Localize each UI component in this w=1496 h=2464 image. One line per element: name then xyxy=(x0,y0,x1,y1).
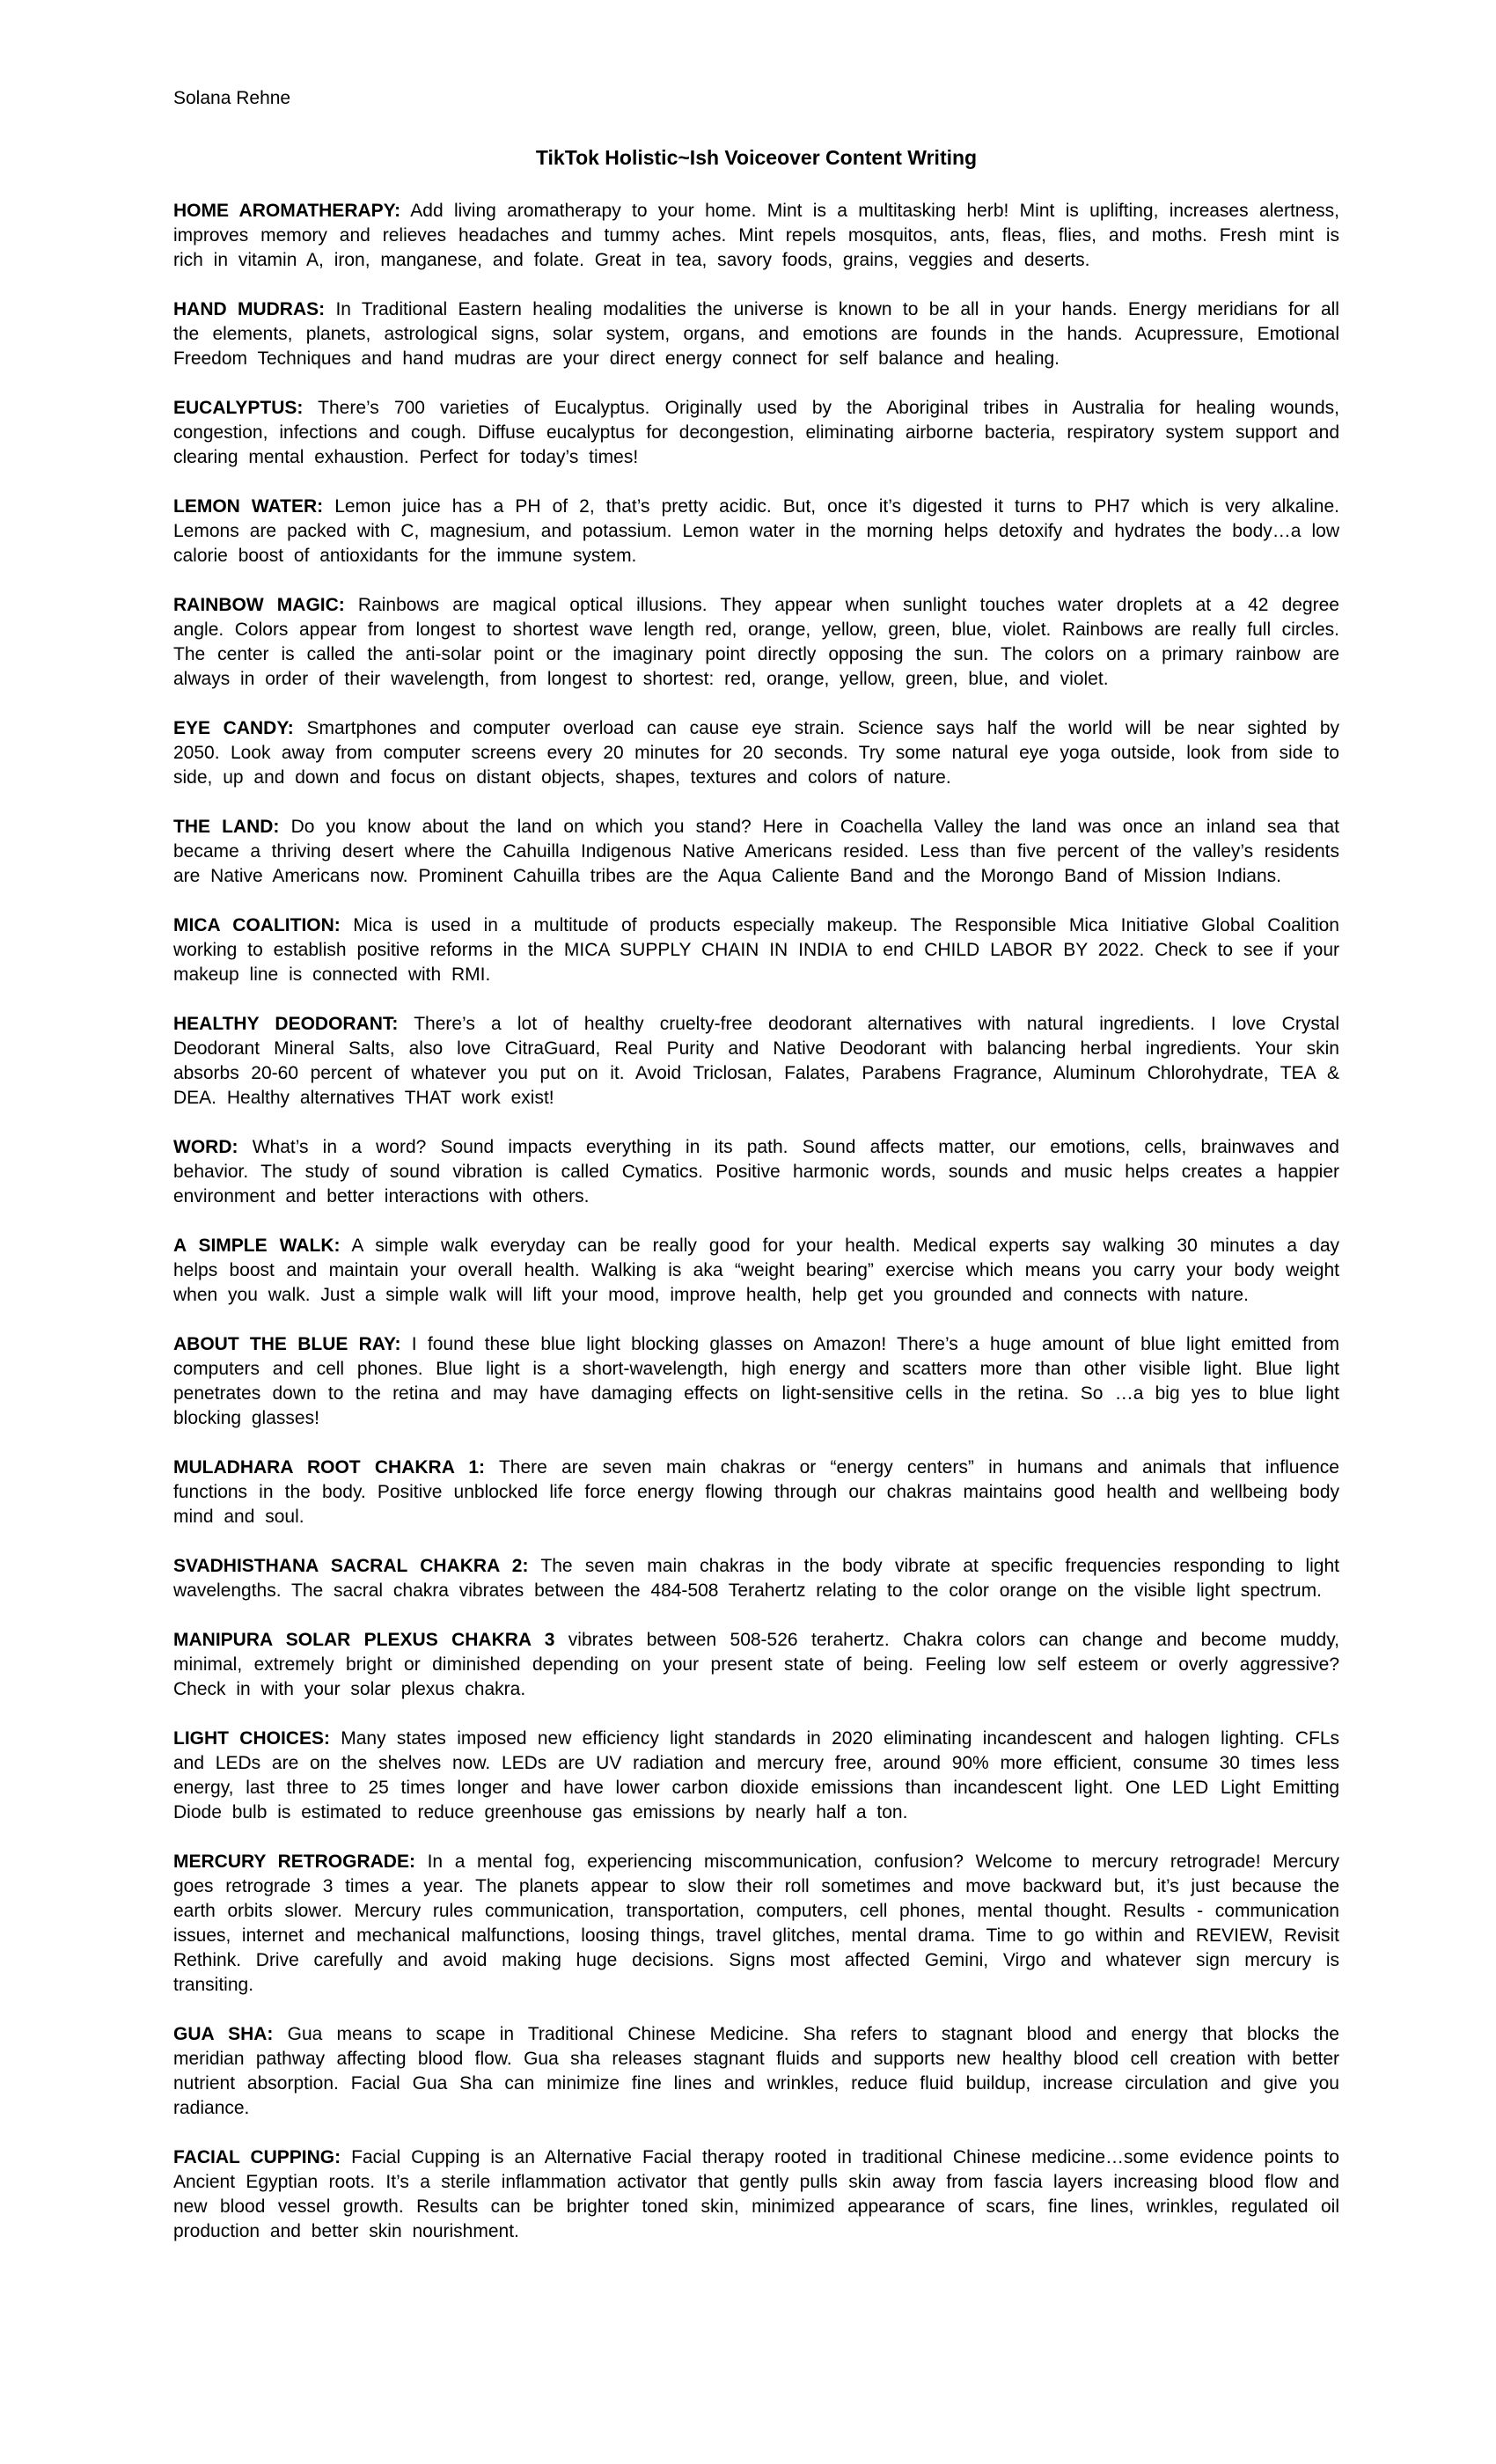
paragraph-body: The seven main chakras in the body vibrate at specific frequencies responding to light wavelengths. The sacral chakra vibrates between the 484-508 Terahertz relating to the color orange on the visible light spectrum. xyxy=(173,1556,1339,1601)
paragraph xyxy=(173,297,1339,371)
paragraph-heading: WORD: xyxy=(173,1137,238,1157)
paragraph xyxy=(173,2145,1339,2244)
paragraph xyxy=(173,815,1339,889)
paragraph xyxy=(173,396,1339,470)
paragraph-body: A simple walk everyday can be really good for your health. Medical experts say walking 30 minutes a day helps boost and maintain your overall health. Walking is aka “weight bearing” exercise which means you carry your body weight when you walk. Just a simple walk will lift your mood, improve health, help get you grounded and connects with nature. xyxy=(173,1236,1339,1305)
paragraph-heading: MULADHARA ROOT CHAKRA 1: xyxy=(173,1457,486,1478)
paragraph xyxy=(173,1850,1339,1998)
paragraph-body: vibrates between 508-526 terahertz. Chakra colors can change and become muddy, minimal, extremely bright or diminished depending on your present state of being. Feeling low self esteem or overly aggressive? Check in with your solar plexus chakra. xyxy=(173,1630,1339,1699)
paragraph xyxy=(173,1012,1339,1111)
paragraph-body: Lemon juice has a PH of 2, that’s pretty acidic. But, once it’s digested it turns to PH7 which is very alkaline. Lemons are packed with C, magnesium, and potassium. Lemon water in the morning helps detoxify and hydrates the body…a low calorie boost of antioxidants for the immune system. xyxy=(173,496,1339,566)
paragraph xyxy=(173,913,1339,987)
paragraph-heading: MANIPURA SOLAR PLEXUS CHAKRA 3 xyxy=(173,1630,555,1650)
paragraph-heading: HOME AROMATHERAPY: xyxy=(173,201,401,221)
paragraph-heading: MERCURY RETROGRADE: xyxy=(173,1852,415,1872)
paragraph xyxy=(173,2022,1339,2121)
paragraph xyxy=(173,1456,1339,1529)
paragraph-heading: LEMON WATER: xyxy=(173,496,324,517)
paragraph-heading: EYE CANDY: xyxy=(173,718,294,738)
paragraph-body: Gua means to scape in Traditional Chinese Medicine. Sha refers to stagnant blood and energy that blocks the meridian pathway affecting blood flow. Gua sha releases stagnant fluids and supports new healthy blood cell creation with better nutrient absorption. Facial Gua Sha can minimize fine lines and wrinkles, reduce fluid buildup, increase circulation and give you radiance. xyxy=(173,2024,1339,2118)
paragraph-heading: EUCALYPTUS: xyxy=(173,398,304,418)
paragraph-body: There are seven main chakras or “energy centers” in humans and animals that influence functions in the body. Positive unblocked life force energy flowing through our chakras maintains good health and wellbeing body mind and soul. xyxy=(173,1457,1339,1527)
paragraph xyxy=(173,1234,1339,1308)
paragraph xyxy=(173,1727,1339,1825)
paragraph-heading: RAINBOW MAGIC: xyxy=(173,595,345,615)
paragraph xyxy=(173,1332,1339,1431)
paragraph-body: What’s in a word? Sound impacts everything in its path. Sound affects matter, our emotions, cells, brainwaves and behavior. The study of sound vibration is called Cymatics. Positive harmonic words, sounds and music helps creates a happier environment and better interactions with others. xyxy=(173,1137,1339,1206)
paragraph-body: Rainbows are magical optical illusions. They appear when sunlight touches water droplets at a 42 degree angle. Colors appear from longest to shortest wave length red, orange, yellow, green, blue, violet. Rainbows are really full circles. The center is called the anti-solar point or the imaginary point directly opposing the sun. The colors on a primary rainbow are always in order of their wavelength, from longest to shortest: red, orange, yellow, green, blue, and violet. xyxy=(173,595,1339,689)
paragraph-body: Mica is used in a multitude of products especially makeup. The Responsible Mica Initiative Global Coalition working to establish positive reforms in the MICA SUPPLY CHAIN IN INDIA to end CHILD LABOR BY 2022. Check to see if your makeup line is connected with RMI. xyxy=(173,915,1339,985)
paragraph-heading: FACIAL CUPPING: xyxy=(173,2147,341,2167)
paragraph-body: Facial Cupping is an Alternative Facial therapy rooted in traditional Chinese medicine…some evidence points to Ancient Egyptian roots. It’s a sterile inflammation activator that gently pulls skin away from fascia layers increasing blood flow and new blood vessel growth. Results can be brighter toned skin, minimized appearance of scars, fine lines, wrinkles, regulated oil production and better skin nourishment. xyxy=(173,2147,1339,2241)
paragraph-body: In Traditional Eastern healing modalities the universe is known to be all in your hands. Energy meridians for all the elements, planets, astrological signs, solar system, organs, and emotions are founds in the hands. Acupressure, Emotional Freedom Techniques and hand mudras are your direct energy connect for self balance and healing. xyxy=(173,299,1339,369)
paragraph xyxy=(173,716,1339,790)
paragraph-heading: GUA SHA: xyxy=(173,2024,274,2044)
paragraph-body: Add living aromatherapy to your home. Mint is a multitasking herb! Mint is uplifting, increases alertness, improves memory and relieves headaches and tummy aches. Mint repels mosquitos, ants, fleas, flies, and moths. Fresh mint is rich in vitamin A, iron, manganese, and folate. Great in tea, savory foods, grains, veggies and deserts. xyxy=(173,201,1339,270)
paragraphs xyxy=(173,199,1339,2244)
paragraph-heading: MICA COALITION: xyxy=(173,915,341,935)
paragraph-body: In a mental fog, experiencing miscommunication, confusion? Welcome to mercury retrograde! Mercury goes retrograde 3 times a year. The planets appear to slow their roll sometimes and move backward but, it’s just because the earth orbits slower. Mercury rules communication, transportation, computers, cell phones, mental thought. Results - communication issues, internet and mechanical malfunctions, loosing things, travel glitches, mental drama. Time to go within and REVIEW, Revisit Rethink. Drive carefully and avoid making huge decisions. Signs most affected Gemini, Virgo and whatever sign mercury is transiting. xyxy=(173,1852,1340,1995)
paragraph xyxy=(173,1135,1339,1209)
paragraph xyxy=(173,593,1339,692)
paragraph-heading: HAND MUDRAS: xyxy=(173,299,326,319)
paragraph-body: Smartphones and computer overload can cause eye strain. Science says half the world will be near sighted by 2050. Look away from computer screens every 20 minutes for 20 seconds. Try some natural eye yoga outside, look from side to side, up and down and focus on distant objects, shapes, textures and colors of nature. xyxy=(173,718,1339,788)
paragraph-heading: ABOUT THE BLUE RAY: xyxy=(173,1334,401,1354)
paragraph-body: Many states imposed new efficiency light standards in 2020 eliminating incandescent and halogen lighting. CFLs and LEDs are on the shelves now. LEDs are UV radiation and mercury free, around 90% more efficient, consume 30 times less energy, last three to 25 times longer and have lower carbon dioxide emissions than incandescent light. One LED Light Emitting Diode bulb is estimated to reduce greenhouse gas emissions by nearly half a ton. xyxy=(173,1728,1339,1822)
paragraph xyxy=(173,495,1339,568)
paragraph xyxy=(173,1554,1339,1603)
paragraph-body: There’s a lot of healthy cruelty-free deodorant alternatives with natural ingredients. I love Crystal Deodorant Mineral Salts, also love CitraGuard, Real Purity and Native Deodorant with balancing herbal ingredients. Your skin absorbs 20-60 percent of whatever you put on it. Avoid Triclosan, Falates, Parabens Fragrance, Aluminum Chlorohydrate, TEA & DEA. Healthy alternatives THAT work exist! xyxy=(173,1014,1339,1108)
paragraph-heading: THE LAND: xyxy=(173,817,280,837)
paragraph xyxy=(173,1628,1339,1702)
paragraph-heading: SVADHISTHANA SACRAL CHAKRA 2: xyxy=(173,1556,529,1576)
document-title: TikTok Holistic~Ish Voiceover Content Writing xyxy=(535,146,978,169)
paragraph-body: Do you know about the land on which you stand? Here in Coachella Valley the land was once an inland sea that became a thriving desert where the Cahuilla Indigenous Native Americans resided. Less than five percent of the valley’s residents are Native Americans now. Prominent Cahuilla tribes are the Aqua Caliente Band and the Morongo Band of Mission Indians. xyxy=(173,817,1340,886)
author-line: Solana Rehne xyxy=(173,88,291,108)
paragraph-heading: HEALTHY DEODORANT: xyxy=(173,1014,399,1034)
paragraph-body: I found these blue light blocking glasses on Amazon! There’s a huge amount of blue light emitted from computers and cell phones. Blue light is a short-wavelength, high energy and scatters more than other visible light. Blue light penetrates down to the retina and may have damaging effects on light-sensitive cells in the retina. So …a big yes to blue light blocking glasses! xyxy=(173,1334,1339,1428)
paragraph-heading: LIGHT CHOICES: xyxy=(173,1728,330,1749)
paragraph-heading: A SIMPLE WALK: xyxy=(173,1236,341,1256)
paragraph-body: There’s 700 varieties of Eucalyptus. Originally used by the Aboriginal tribes in Australia for healing wounds, congestion, infections and cough. Diffuse eucalyptus for decongestion, eliminating airborne bacteria, respiratory system support and clearing mental exhaustion. Perfect for today’s times! xyxy=(173,398,1339,467)
paragraph xyxy=(173,199,1339,273)
